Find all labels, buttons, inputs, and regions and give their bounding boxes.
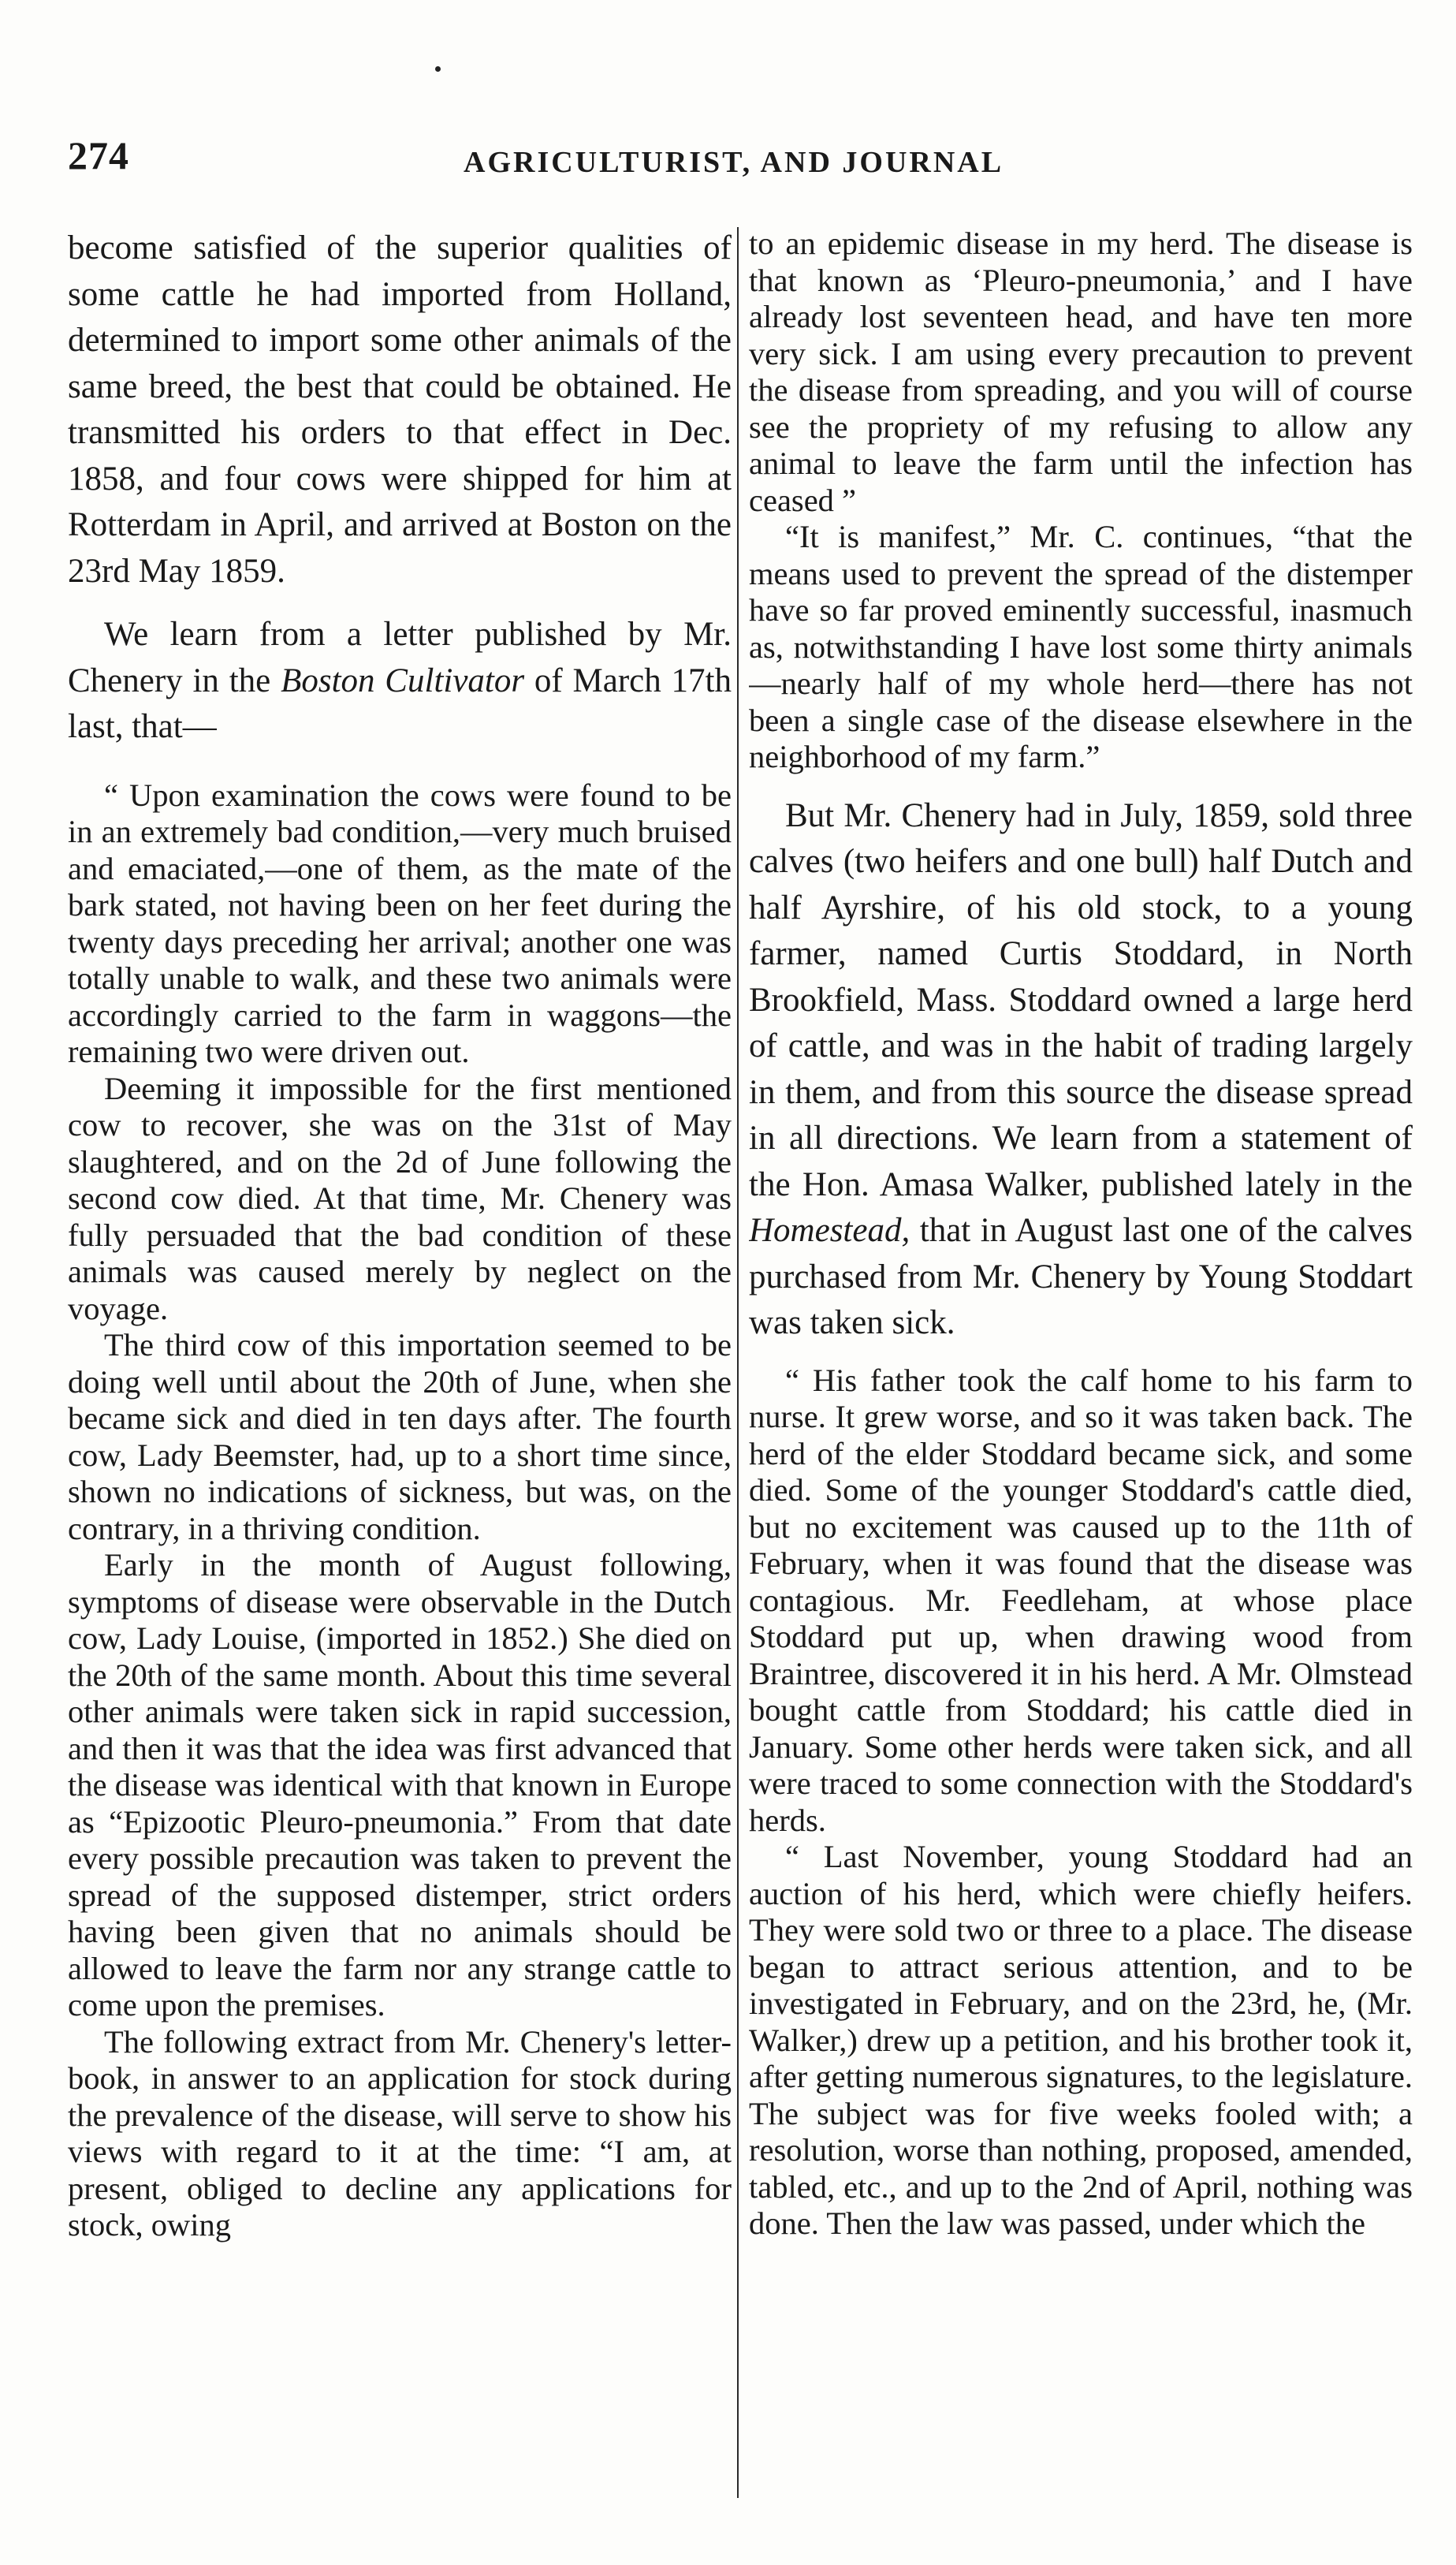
- page-number: 274: [68, 133, 129, 177]
- quoted-paragraph: “It is manifest,” Mr. C. continues, “that the means used to prevent the spread of the distemper have so far proved eminently successful, inasmuch as, notwithstanding I have lost some thirty animals—nearly half of my whole herd—there has not been a single case of the disease elsewhere in the neighborhood of my farm.”: [749, 519, 1413, 774]
- quoted-paragraph: “ Upon examination the cows were found to be in an extremely bad condition,—very much bruised and emaciated,—one of them, as the mate of the bark stated, not having been on her feet during the twenty days preceding her arrival; another one was totally unable to walk, and these two animals were accordingly carried to the farm in waggons—the remaining two were driven out.: [68, 777, 732, 1069]
- quoted-paragraph: The third cow of this importation seemed to be doing well until about the 20th of June, when she became sick and died in ten days after. The fourth cow, Lady Beemster, had, up to a short time since, shown no indications of sickness, but was, on the contrary, in a thriving condition.: [68, 1327, 732, 1546]
- quoted-paragraph: Early in the month of August following, symptoms of disease were observable in the Dutch cow, Lady Louise, (imported in 1852.) She died on the 20th of the same month. About this time several other animals were taken sick in rapid succession, and then it was that the idea was first advanced that the disease was identical with that known in Europe as “Epizootic Pleuro-pneumonia.” From that date every possible precaution was taken to prevent the spread of the supposed distemper, strict orders having been given that no animals should be allowed to leave the farm nor any strange cattle to come upon the premises.: [68, 1547, 732, 2023]
- text-run: of March 17th last, that—: [68, 662, 732, 745]
- paragraph: become satisfied of the superior qualities of some cattle he had imported from Holland, determined to import some other animals of the same breed, the best that could be obtained. He transmitted his orders to that effect in Dec. 1858, and four cows were shipped for him at Rotterdam in April, and arrived at Boston on the 23rd May 1859.: [68, 229, 732, 590]
- left-column: [68, 226, 732, 2544]
- ink-speck: [435, 66, 441, 72]
- running-head: AGRICULTURIST, AND JOURNAL: [464, 146, 1004, 179]
- text-run: But Mr. Chenery had in July, 1859, sold three calves (two heifers and one bull) half Dutch and half Ayrshire, of his old stock, to a young farmer, named Curtis Stoddard, in North Brookfield, Mass. Stoddard owned a large herd of cattle, and was in the habit of trading largely in them, and from this source the disease spread in all directions. We learn from a statement of the Hon. Amasa Walker, published lately in the: [749, 796, 1413, 1203]
- quoted-paragraph: to an epidemic disease in my herd. The disease is that known as ‘Pleuro-pneumonia,’ and I have already lost seventeen head, and have ten more very sick. I am using every precaution to prevent the disease from spreading, and you will of course see the propriety of my refusing to allow any animal to leave the farm until the infection has ceased ”: [749, 226, 1413, 518]
- column-divider: [737, 227, 739, 2498]
- paragraph: [749, 793, 1413, 1347]
- left-body-text: [68, 226, 732, 751]
- right-quotation: [749, 226, 1413, 776]
- right-body-text: [749, 793, 1413, 1347]
- quoted-paragraph: The following extract from Mr. Chenery's letter-book, in answer to an application for stock during the prevalence of the disease, will serve to show his views with regard to it at the time: “I am, at present, obliged to decline any applications for stock, owing: [68, 2023, 732, 2243]
- quoted-paragraph: “ His father took the calf home to his farm to nurse. It grew worse, and so it was taken back. The herd of the elder Stoddard became sick, and some died. Some of the younger Stoddard's cattle died, but no excitement was caused up to the 11th of February, when it was found that the disease was contagious. Mr. Feedleham, at whose place Stoddard put up, when drawing wood from Braintree, discovered it in his herd. A Mr. Olmstead bought cattle from Stoddard; his cattle died in January. Some other herds were taken sick, and all were traced to some connection with the Stoddard's herds.: [749, 1362, 1413, 1838]
- left-quotation: [68, 777, 732, 2244]
- paragraph: [68, 612, 732, 751]
- publication-title: Boston Cultivator: [281, 662, 525, 699]
- quoted-paragraph: “ Last November, young Stoddard had an auction of his herd, which were chiefly heifers. They were sold two or three to a place. The disease began to attract serious attention, and to be investigated in February, and on the 23rd, he, (Mr. Walker,) drew up a petition, and his brother took it, after getting numerous signatures, to the legislature. The subject was for five weeks fooled with; a resolution, worse than nothing, proposed, amended, tabled, etc., and up to the 2nd of April, nothing was done. Then the law was passed, under which the: [749, 1839, 1413, 2241]
- right-column: [749, 226, 1413, 2544]
- right-quotation-2: [749, 1363, 1413, 2243]
- publication-title: Homestead,: [749, 1212, 910, 1249]
- quoted-paragraph: Deeming it impossible for the first mentioned cow to recover, she was on the 31st of May slaughtered, and on the 2d of June following the second cow died. At that time, Mr. Chenery was fully persuaded that the bad condition of these animals was caused merely by neglect on the voyage.: [68, 1070, 732, 1326]
- text-run: that in August last one of the calves purchased from Mr. Chenery by Young Stoddart was taken sick.: [749, 1212, 1413, 1341]
- text-run: We learn from a letter published by Mr. Chenery in the: [68, 616, 732, 699]
